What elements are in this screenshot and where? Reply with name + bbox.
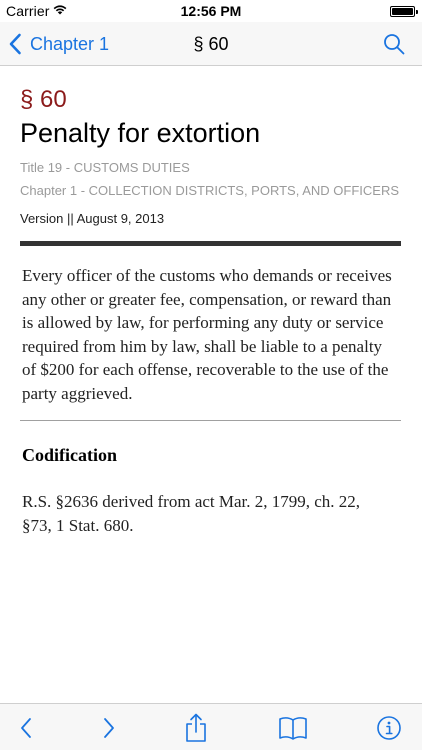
- section-divider: [20, 241, 401, 246]
- chevron-right-icon: [103, 717, 115, 739]
- codification-text: R.S. §2636 derived from act Mar. 2, 1799, ch. 22, §73, 1 Stat. 680.: [22, 492, 361, 535]
- chevron-left-icon: [20, 717, 32, 739]
- back-button-label: Chapter 1: [30, 33, 110, 54]
- section-number: § 60: [20, 86, 67, 113]
- share-icon: [184, 713, 208, 743]
- status-time: 12:56 PM: [180, 3, 242, 19]
- share-button[interactable]: [176, 704, 216, 750]
- navigation-bar: [0, 22, 422, 66]
- chapter-line: Chapter 1 - COLLECTION DISTRICTS, PORTS, AND OFFICERS: [20, 183, 399, 198]
- body-divider: [20, 420, 401, 421]
- codification-heading: Codification: [22, 445, 118, 465]
- previous-section-button[interactable]: [6, 704, 46, 750]
- chevron-left-icon: [8, 33, 22, 55]
- document-content[interactable]: [0, 66, 422, 703]
- battery-icon: [390, 6, 415, 17]
- status-bar: [0, 0, 422, 22]
- nav-title: § 60: [193, 34, 229, 54]
- section-title: Penalty for extortion: [20, 118, 261, 148]
- bottom-toolbar: [0, 703, 422, 750]
- info-icon: [376, 715, 402, 741]
- back-button[interactable]: [8, 22, 109, 66]
- version-line: Version || August 9, 2013: [20, 211, 165, 226]
- title-line: Title 19 - CUSTOMS DUTIES: [20, 160, 190, 175]
- bookmarks-button[interactable]: [273, 704, 313, 750]
- bookmarks-icon: [278, 716, 308, 740]
- next-section-button[interactable]: [89, 704, 129, 750]
- info-button[interactable]: [369, 704, 409, 750]
- carrier-label: Carrier: [6, 3, 50, 19]
- search-icon[interactable]: [382, 32, 406, 56]
- section-body: Every officer of the customs who demands or receives any other or greater fee, compensation, or reward than is allowed by law, for performing any duty or service required from him by law, shall be liable to a penalty of $200 for each offense, recoverable to the use of the party aggrieved.: [22, 266, 392, 403]
